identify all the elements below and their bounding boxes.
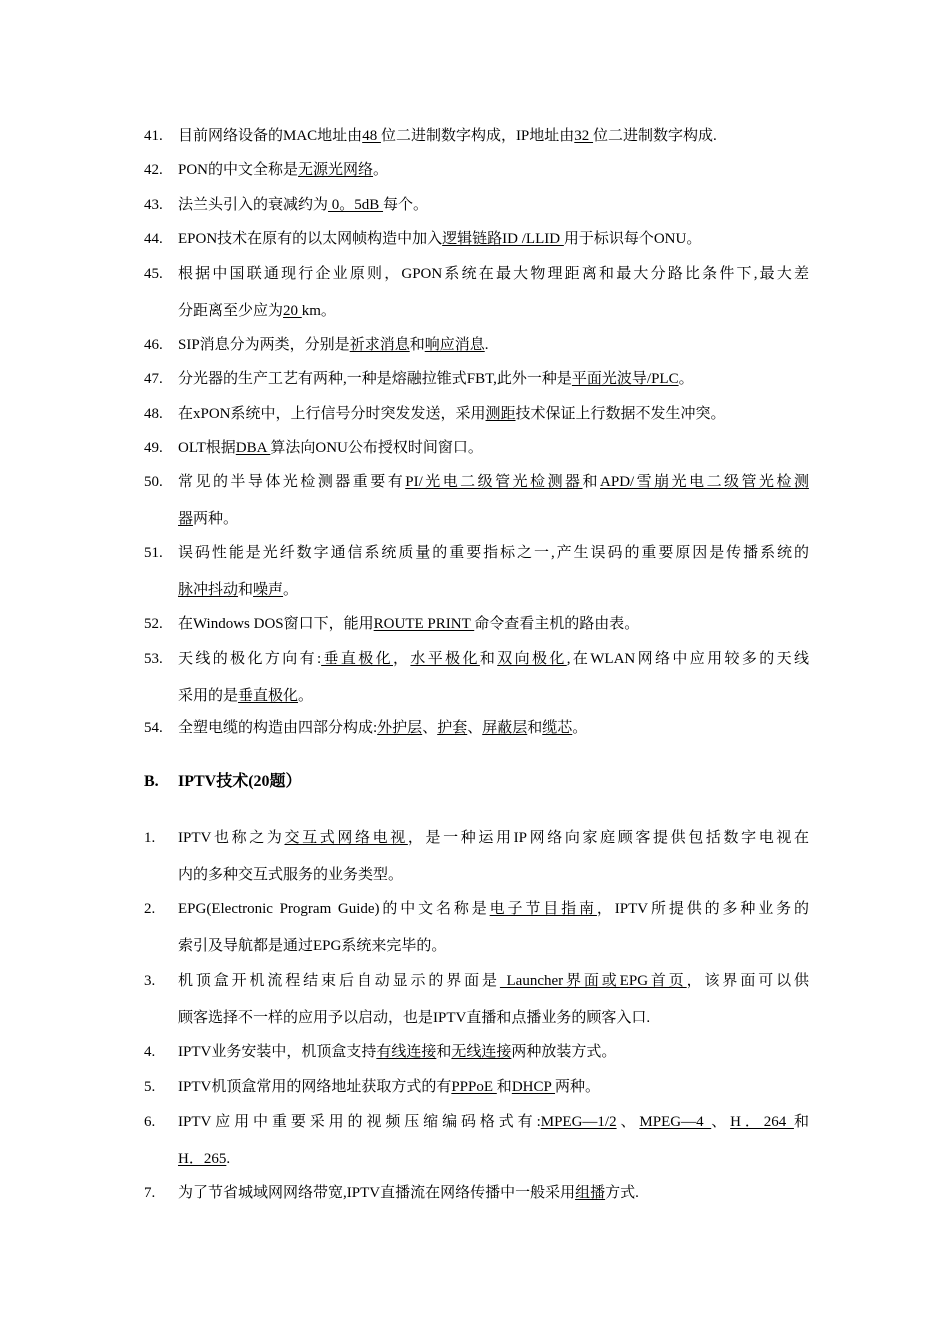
text-line — [178, 1104, 809, 1141]
item-text — [178, 891, 809, 965]
text-segment: 。 — [298, 688, 314, 704]
text-line — [178, 187, 809, 224]
item-text — [178, 152, 809, 189]
item-text — [178, 1175, 809, 1212]
text-segment: ，IPTV所提供的多种业务的 — [596, 901, 809, 917]
text-line — [178, 152, 809, 189]
item-text — [178, 606, 809, 643]
answer-blank: 垂直极化 — [321, 651, 393, 667]
section-title: IPTV技术(20题） — [178, 773, 302, 790]
answer-blank: ROUTE PRINT — [373, 616, 475, 632]
text-segment: 分光器的生产工艺有两种,一种是熔融拉锥式FBT,此外一种是 — [178, 371, 572, 387]
text-line — [178, 1000, 809, 1037]
list-item — [144, 1069, 809, 1106]
answer-blank: H．264 — [730, 1114, 794, 1130]
item-text — [178, 820, 809, 894]
item-number: 4. — [144, 1044, 156, 1060]
text-segment: ，是一种运用IP网络向家庭顾客提供包括数字电视在 — [407, 830, 809, 846]
text-segment: 机顶盒开机流程结束后自动显示的界面是 — [178, 973, 500, 989]
text-segment: 根据中国联通现行企业原则，GPON系统在最大物理距离和最大分路比条件下,最大差 — [178, 266, 809, 282]
answer-blank: DBA — [235, 440, 271, 456]
text-segment: 目前网络设备的MAC地址由 — [178, 128, 363, 144]
item-text — [178, 221, 809, 258]
text-line — [178, 1069, 809, 1106]
text-segment: 在Windows DOS窗口下，能用 — [178, 616, 374, 632]
answer-blank: 无线连接 — [451, 1044, 512, 1060]
answer-blank: 屏蔽层 — [482, 720, 528, 736]
text-segment: OLT根据 — [178, 440, 236, 456]
answer-blank: 护套 — [437, 720, 468, 736]
text-segment: 天线的极化方向有: — [178, 651, 322, 667]
text-line — [178, 606, 809, 643]
text-segment: 位二进制数字构成，IP地址由 — [380, 128, 575, 144]
text-segment: IPTV应用中重要采用的视频压缩编码格式有: — [178, 1114, 541, 1130]
answer-blank: MPEG—1/2 — [540, 1114, 617, 1130]
text-segment: 和 — [793, 1114, 809, 1130]
answer-blank: Launcher界面或EPG首页 — [499, 973, 687, 989]
item-number: 42. — [144, 162, 163, 178]
text-segment: 和 — [436, 1044, 452, 1060]
list-item — [144, 430, 809, 467]
text-segment: 算法向ONU公布授权时间窗口。 — [270, 440, 483, 456]
answer-blank: 器 — [178, 511, 194, 527]
item-number: 43. — [144, 197, 163, 213]
text-segment: 在xPON系统中，上行信号分时突发发送，采用 — [178, 406, 486, 422]
text-segment: IPTV也称之为 — [178, 830, 285, 846]
item-number: 45. — [144, 266, 163, 282]
item-number: 5. — [144, 1079, 156, 1095]
text-segment: 命令查看主机的路由表。 — [474, 616, 640, 632]
item-text — [178, 1069, 809, 1106]
item-text — [178, 535, 809, 609]
answer-blank: 脉冲抖动 — [178, 582, 239, 598]
answer-blank: 有线连接 — [376, 1044, 437, 1060]
text-segment: 、 — [711, 1114, 731, 1130]
list-item — [144, 221, 809, 258]
text-segment: 分距离至少应为 — [178, 303, 284, 319]
text-segment: 、 — [467, 720, 483, 736]
text-segment: 全塑电缆的构造由四部分构成: — [178, 720, 378, 736]
item-text — [178, 256, 809, 330]
text-segment: 两种放装方式。 — [511, 1044, 617, 1060]
text-segment: 两种。 — [193, 511, 239, 527]
text-segment: 用于标识每个ONU。 — [563, 231, 702, 247]
text-line — [178, 464, 809, 501]
text-segment: 和 — [238, 582, 254, 598]
text-segment: km。 — [301, 303, 336, 319]
text-line — [178, 501, 809, 538]
text-segment: 法兰头引入的衰减约为 — [178, 197, 329, 213]
text-segment: SIP消息分为两类，分别是 — [178, 337, 350, 353]
text-segment: 。 — [678, 371, 694, 387]
text-line — [178, 221, 809, 258]
item-number: 54. — [144, 720, 163, 736]
text-segment: 索引及导航都是通过EPG系统来完毕的。 — [178, 938, 447, 954]
item-text — [178, 187, 809, 224]
text-line — [178, 293, 809, 330]
text-segment: . — [226, 1151, 231, 1167]
text-segment: 采用的是 — [178, 688, 239, 704]
text-line — [178, 857, 809, 894]
text-segment: 位二进制数字构成. — [593, 128, 717, 144]
list-item — [144, 327, 809, 364]
text-segment: 顾客选择不一样的应用予以启动，也是IPTV直播和点播业务的顾客入口. — [178, 1010, 651, 1026]
text-line — [178, 396, 809, 433]
list-item — [144, 963, 809, 1037]
answer-blank: 无源光网络 — [298, 162, 374, 178]
text-segment: 常见的半导体光检测器重要有 — [178, 474, 406, 490]
list-item — [144, 396, 809, 433]
answer-blank: 20 — [283, 303, 302, 319]
text-segment: 和 — [496, 1079, 512, 1095]
answer-blank: PPPoE — [451, 1079, 497, 1095]
answer-blank: APD/雪崩光电二级管光检测 — [600, 474, 809, 490]
answer-blank: 电子节目指南 — [489, 901, 597, 917]
item-number: 44. — [144, 231, 163, 247]
text-segment: EPON技术在原有的以太网帧构造中加入 — [178, 231, 443, 247]
list-item — [144, 464, 809, 538]
text-segment: 。 — [572, 720, 588, 736]
text-line — [178, 1141, 809, 1178]
item-number: 51. — [144, 545, 163, 561]
text-line — [178, 963, 809, 1000]
item-text — [178, 710, 809, 747]
list-item — [144, 535, 809, 609]
text-line — [178, 1175, 809, 1212]
item-text — [178, 963, 809, 1037]
answer-blank: 测距 — [485, 406, 516, 422]
item-number: 46. — [144, 337, 163, 353]
item-text — [178, 1034, 809, 1071]
item-number: 2. — [144, 901, 156, 917]
text-segment: 。 — [283, 582, 299, 598]
answer-blank: 组播 — [575, 1185, 606, 1201]
list-item — [144, 820, 809, 894]
answer-blank: 平面光波导/PLC — [571, 371, 679, 387]
text-line — [178, 710, 809, 747]
text-line — [178, 256, 809, 293]
item-number: 53. — [144, 651, 163, 667]
list-item — [144, 606, 809, 643]
text-segment: 、 — [616, 1114, 640, 1130]
text-line — [178, 1034, 809, 1071]
answer-blank: H．265 — [178, 1151, 227, 1167]
answer-blank: 水平极化 — [410, 651, 480, 667]
text-segment: ， — [393, 651, 411, 667]
list-item — [144, 1104, 809, 1178]
list-item — [144, 641, 809, 715]
item-number: 47. — [144, 371, 163, 387]
item-text — [178, 118, 809, 155]
section-number: B. — [144, 773, 159, 790]
text-line — [178, 327, 809, 364]
item-number: 41. — [144, 128, 163, 144]
answer-blank: 32 — [574, 128, 594, 144]
list-item — [144, 256, 809, 330]
item-text — [178, 1104, 809, 1178]
item-text — [178, 464, 809, 538]
text-segment: 两种。 — [555, 1079, 601, 1095]
item-number: 52. — [144, 616, 163, 632]
answer-blank: 双向极化 — [497, 651, 567, 667]
text-line — [178, 118, 809, 155]
text-segment: 和 — [479, 651, 498, 667]
item-number: 48. — [144, 406, 163, 422]
list-item — [144, 187, 809, 224]
text-segment: IPTV机顶盒常用的网络地址获取方式的有 — [178, 1079, 452, 1095]
item-number: 6. — [144, 1114, 156, 1130]
item-text — [178, 641, 809, 715]
list-item — [144, 1034, 809, 1071]
text-line — [178, 430, 809, 467]
item-number: 49. — [144, 440, 163, 456]
item-number: 3. — [144, 973, 156, 989]
text-line — [178, 572, 809, 609]
item-text — [178, 396, 809, 433]
text-segment: 技术保证上行数据不发生冲突。 — [515, 406, 726, 422]
text-segment: EPG(Electronic Program Guide)的中文名称是 — [178, 901, 490, 917]
answer-blank: 0。5dB — [328, 197, 384, 213]
answer-blank: 48 — [362, 128, 381, 144]
text-segment: . — [484, 337, 489, 353]
list-item — [144, 361, 809, 398]
answer-blank: 噪声 — [253, 582, 284, 598]
text-segment: PON的中文全称是 — [178, 162, 299, 178]
answer-blank: DHCP — [511, 1079, 556, 1095]
text-line — [178, 535, 809, 572]
answer-blank: PI/光电二级管光检测器 — [405, 474, 583, 490]
item-number: 50. — [144, 474, 163, 490]
answer-blank: 响应消息 — [424, 337, 485, 353]
list-item — [144, 118, 809, 155]
text-line — [178, 891, 809, 928]
text-segment: 误码性能是光纤数字通信系统质量的重要指标之一,产生误码的重要原因是传播系统的 — [178, 545, 809, 561]
answer-blank: 祈求消息 — [349, 337, 410, 353]
list-item — [144, 152, 809, 189]
answer-blank: 逻辑链路ID /LLID — [442, 231, 564, 247]
text-segment: 每个。 — [383, 197, 429, 213]
item-number: 1. — [144, 830, 156, 846]
text-segment: ,在WLAN网络中应用较多的天线 — [566, 651, 809, 667]
list-item — [144, 1175, 809, 1212]
answer-blank: 外护层 — [377, 720, 423, 736]
text-segment: 。 — [373, 162, 389, 178]
text-segment: 、 — [422, 720, 438, 736]
text-segment: 为了节省城域网网络带宽,IPTV直播流在网络传播中一般采用 — [178, 1185, 576, 1201]
answer-blank: 缆芯 — [542, 720, 573, 736]
text-segment: 方式. — [605, 1185, 639, 1201]
answer-blank: 交互式网络电视 — [284, 830, 408, 846]
text-segment: IPTV业务安装中，机顶盒支持 — [178, 1044, 377, 1060]
text-line — [178, 641, 809, 678]
text-segment: 和 — [582, 474, 601, 490]
item-text — [178, 361, 809, 398]
item-text — [178, 430, 809, 467]
list-item — [144, 891, 809, 965]
item-number: 7. — [144, 1185, 156, 1201]
text-segment: 和 — [409, 337, 425, 353]
text-line — [178, 361, 809, 398]
text-segment: ，该界面可以供 — [686, 973, 809, 989]
text-line — [178, 928, 809, 965]
text-segment: 内的多种交互式服务的业务类型。 — [178, 867, 404, 883]
item-text — [178, 327, 809, 364]
text-segment: 和 — [527, 720, 543, 736]
list-item — [144, 710, 809, 747]
answer-blank: MPEG—4 — [639, 1114, 712, 1130]
answer-blank: 垂直极化 — [238, 688, 299, 704]
text-line — [178, 820, 809, 857]
